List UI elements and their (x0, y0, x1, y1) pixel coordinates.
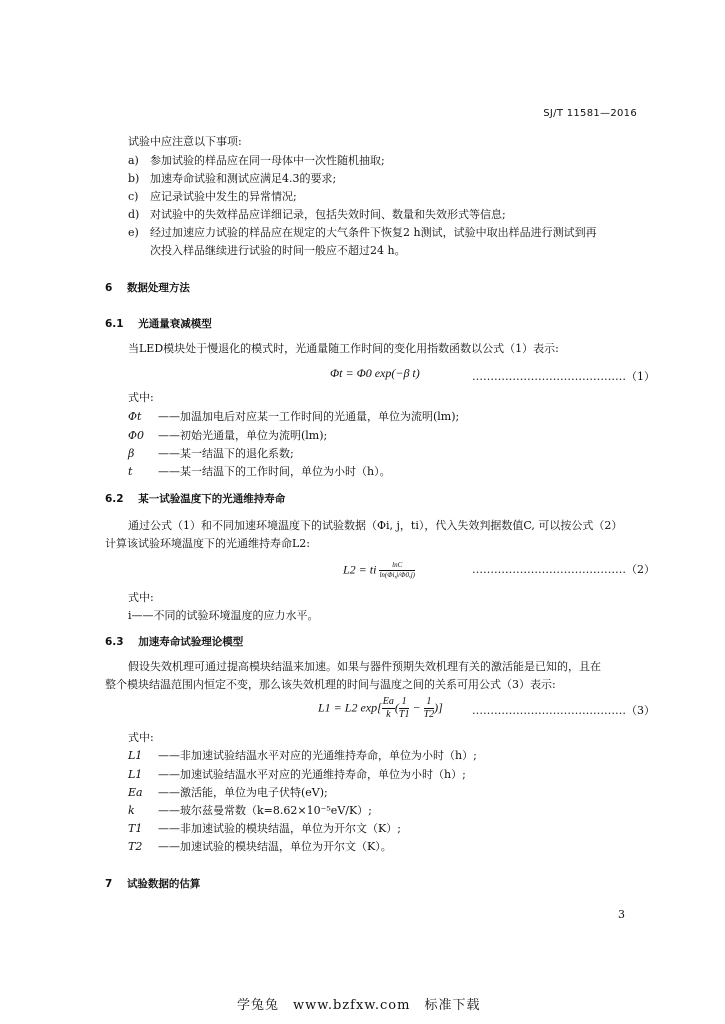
symbol: Ea (128, 786, 143, 799)
definition-text: ——加速试验的模块结温，单位为开尔文（K）。 (158, 840, 392, 853)
section-title: 数据处理方法 (126, 282, 190, 294)
section-title: 加速寿命试验理论模型 (138, 636, 244, 648)
subsection-heading (105, 634, 243, 649)
fraction-numerator: 1 (424, 696, 435, 709)
definition-text: ——加速试验结温水平对应的光通维持寿命，单位为小时（h）; (158, 768, 466, 781)
formula-lhs: L1 = L2 exp[ (318, 700, 382, 715)
section-title: 试验数据的估算 (126, 878, 201, 890)
list-item-label: d) (128, 208, 140, 221)
list-item-text: 对试验中的失效样品应详细记录，包括失效时间、数量和失效形式等信息; (150, 208, 506, 221)
fraction-numerator: 1 (399, 696, 410, 709)
symbol: β (128, 447, 135, 460)
definition-text: ——非加速试验的模块结温，单位为开尔文（K）; (158, 822, 401, 835)
list-item-text: 应记录试验中发生的异常情况; (150, 190, 297, 203)
symbol: L1 (128, 768, 143, 781)
list-item (128, 226, 597, 240)
section-number: 6.2 (105, 493, 124, 505)
list-item-label: e) (128, 226, 139, 239)
section-number: 6.3 (105, 636, 124, 648)
subsection-heading (105, 316, 212, 331)
formula-paren: ( (394, 700, 399, 715)
list-item-text: 经过加速应力试验的样品应在规定的大气条件下恢复2 h测试，试验中取出样品进行测试到再 (150, 226, 597, 239)
section-heading (105, 280, 190, 295)
footer-watermark: 学兔兔 www.bzfxw.com 标准下载 (237, 998, 481, 1013)
symbol: t (128, 465, 133, 478)
definition-row (128, 465, 391, 479)
definition-text: ——初始光通量，单位为流明(lm); (158, 429, 328, 442)
formula-fraction (379, 561, 415, 580)
definition-row (128, 768, 466, 782)
paragraph: 整个模块结温范围内恒定不变，那么该失效机理的时间与温度之间的关系可用公式（3）表示: (105, 678, 556, 691)
definition-text: ——某一结温下的工作时间，单位为小时（h）。 (158, 465, 391, 478)
section-title: 某一试验温度下的光通维持寿命 (138, 493, 286, 505)
list-item (128, 208, 506, 222)
fraction-numerator: lnC (379, 561, 415, 571)
formula-lhs: L2 = ti (343, 562, 377, 577)
definition-text: ——激活能，单位为电子伏特(eV); (158, 786, 328, 799)
paragraph: 通过公式（1）和不同加速环境温度下的试验数据（Φi, j，ti），代入失效判据数值C, 可以按公式（2） (128, 519, 623, 532)
notes-intro: 试验中应注意以下事项: (128, 135, 242, 148)
definition-row (128, 804, 372, 818)
definition-row (128, 429, 327, 443)
list-item-text: 参加试验的样品应在同一母体中一次性随机抽取; (150, 154, 385, 167)
definition-row (128, 447, 294, 461)
fraction-denominator: T2 (423, 709, 435, 720)
standard-number: SJ/T 11581—2016 (543, 108, 637, 119)
formula-fraction (382, 696, 395, 721)
symbol: Φt (128, 410, 142, 423)
symbol: T2 (128, 840, 143, 853)
list-item-label: c) (128, 190, 139, 203)
symbol: k (128, 804, 135, 817)
definition-row (128, 749, 477, 763)
symbol: T1 (128, 822, 143, 835)
fraction-numerator: Ea (382, 696, 394, 707)
list-item-label: a) (128, 154, 139, 167)
fraction-denominator: k (386, 709, 391, 720)
definition-text: ——某一结温下的退化系数; (158, 447, 294, 460)
fraction-denominator: ln(Φi,j/Φ0,j) (379, 571, 415, 579)
formula-close: )] (434, 700, 443, 715)
equation-number: ……………………………………（2） (472, 563, 655, 576)
section-number: 6.1 (105, 318, 124, 330)
definition-row (128, 410, 459, 424)
equation-number: ……………………………………（1） (472, 370, 655, 383)
formula-fraction (399, 696, 410, 721)
definition-row (128, 840, 392, 854)
page-number: 3 (618, 908, 625, 921)
section-heading (105, 876, 200, 891)
list-item (128, 154, 385, 168)
definition-text: ——玻尔兹曼常数（k=8.62×10⁻⁵eV/K）; (158, 804, 372, 817)
fraction-denominator: T1 (398, 709, 410, 720)
symbol: L1 (128, 749, 143, 762)
section-number: 6 (105, 282, 113, 294)
formula-1: Φt = Φ0 exp(−β t) (330, 366, 420, 380)
paragraph: 计算该试验环境温度下的光通维持寿命L2: (105, 537, 311, 550)
definition-text: ——非加速试验结温水平对应的光通维持寿命，单位为小时（h）; (158, 749, 477, 762)
definition-row: i——不同的试验环境温度的应力水平。 (128, 609, 319, 622)
definition-row (128, 786, 328, 800)
formula-fraction (424, 696, 435, 721)
section-number: 7 (105, 878, 113, 890)
list-item (128, 172, 336, 186)
definition-row (128, 822, 401, 836)
list-item-text: 加速寿命试验和测试应满足4.3的要求; (150, 172, 337, 185)
list-item (128, 190, 297, 204)
equation-number: ……………………………………（3） (472, 704, 655, 717)
paragraph: 假设失效机理可通过提高模块结温来加速。如果与器件预期失效机理有关的激活能是已知的，且在 (128, 660, 601, 673)
symbol: Φ0 (128, 429, 145, 442)
list-item-label: b) (128, 172, 140, 185)
formula-2 (343, 561, 415, 580)
where-label: 式中: (128, 731, 154, 744)
paragraph: 当LED模块处于慢退化的模式时，光通量随工作时间的变化用指数函数以公式（1）表示: (128, 342, 559, 355)
formula-3: L1 = L2 exp[ $\frac{Ea}{k}$ ( $\frac{1}{T1}$ − $\frac{1}{T2}$ )] (318, 696, 443, 720)
subsection-heading (105, 491, 285, 506)
definition-text: ——加温加电后对应某一工作时间的光通量，单位为流明(lm); (158, 410, 460, 423)
list-item-continuation: 次投入样品继续进行试验的时间一般应不超过24 h。 (150, 244, 406, 257)
section-title: 光通量衰减模型 (138, 318, 212, 330)
where-label: 式中: (128, 591, 154, 604)
where-label: 式中: (128, 391, 154, 404)
